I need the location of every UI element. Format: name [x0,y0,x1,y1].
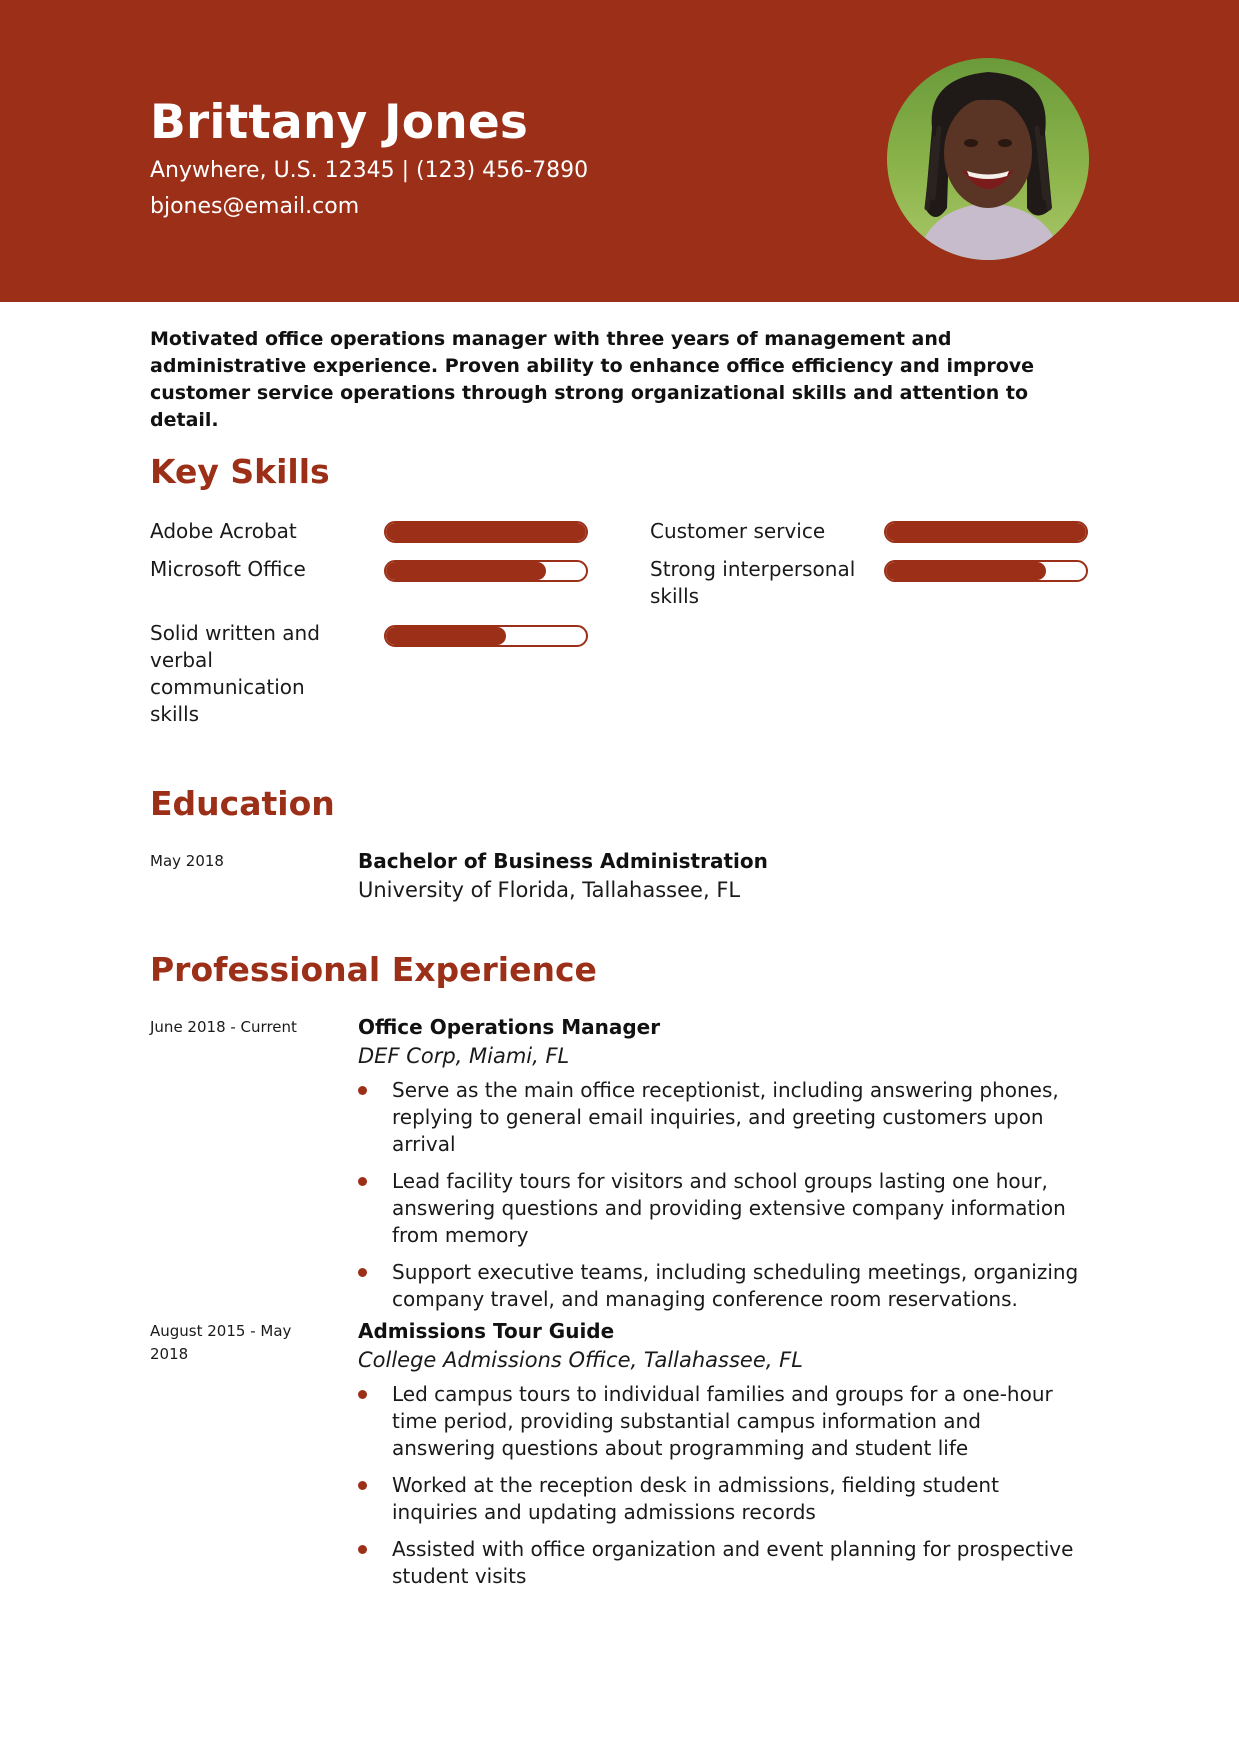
skill-label: Adobe Acrobat [150,519,297,543]
degree-title: Bachelor of Business Administration [358,849,768,873]
skill-bar [384,521,588,543]
skill-label: Microsoft Office [150,557,306,581]
skill-bar-fill [386,627,506,645]
skill-bar [884,560,1088,582]
job-entry [358,1317,1088,1600]
job-bullet [358,1536,1088,1590]
bullet-dot-icon [358,1177,367,1186]
header-banner [0,0,1239,302]
job-title: Office Operations Manager [358,1015,661,1039]
bullet-text: Lead facility tours for visitors and school groups lasting one hour, answering questions and providing extensive company information from memory [392,1169,1066,1247]
education-date: May 2018 [150,852,224,870]
job-company: College Admissions Office, Tallahassee, FL [358,1348,803,1372]
profile-photo [887,58,1089,260]
skill-bar-fill [886,523,1086,541]
bullet-text: Led campus tours to individual families and groups for a one-hour time period, providing substantial campus information and answering questions about programming and student life [392,1382,1053,1460]
skill-label: Solid written and verbal communication skills [150,621,320,726]
education-entry [358,847,1088,905]
bullet-text: Support executive teams, including scheduling meetings, organizing company travel, and managing conference room reservations. [392,1260,1079,1311]
education-heading: Education [150,784,335,823]
experience-heading: Professional Experience [150,950,597,989]
job-bullet [358,1381,1088,1462]
job-entry [358,1013,1088,1323]
job-bullet [358,1472,1088,1526]
skill-bar [384,560,588,582]
skills-heading: Key Skills [150,452,330,491]
contact-address-phone: Anywhere, U.S. 12345 | (123) 456-7890 [150,158,589,183]
professional-summary: Motivated office operations manager with three years of management and administrative experience. Proven ability to enhance office efficiency and improve customer service operations through strong organizational skills and attention to detail. [150,328,1035,431]
skill-bar-fill [386,562,546,580]
contact-email: bjones@email.com [150,194,360,219]
skill-bar [384,625,588,647]
bullet-dot-icon [358,1481,367,1490]
bullet-dot-icon [358,1390,367,1399]
bullet-dot-icon [358,1268,367,1277]
bullet-dot-icon [358,1086,367,1095]
skill-bar-fill [886,562,1046,580]
skill-label: Customer service [650,519,826,543]
job-bullet [358,1077,1088,1158]
job-bullets [358,1077,1088,1313]
bullet-text: Worked at the reception desk in admissions, fielding student inquiries and updating admissions records [392,1473,999,1524]
job-date: June 2018 - Current [150,1018,297,1036]
skill-label: Strong interpersonal skills [650,557,856,608]
bullet-text: Assisted with office organization and event planning for prospective student visits [392,1537,1074,1588]
bullet-dot-icon [358,1545,367,1554]
skill-bar-fill [386,523,586,541]
job-bullet [358,1168,1088,1249]
skill-bar [884,521,1088,543]
job-date: August 2015 - May 2018 [150,1322,292,1363]
job-company: DEF Corp, Miami, FL [358,1044,570,1068]
job-bullet [358,1259,1088,1313]
job-bullets [358,1381,1088,1590]
bullet-text: Serve as the main office receptionist, including answering phones, replying to general email inquiries, and greeting customers upon arrival [392,1078,1059,1156]
profile-photo-illustration [887,58,1089,260]
school-name: University of Florida, Tallahassee, FL [358,878,741,902]
job-title: Admissions Tour Guide [358,1319,615,1343]
candidate-name: Brittany Jones [150,95,529,150]
